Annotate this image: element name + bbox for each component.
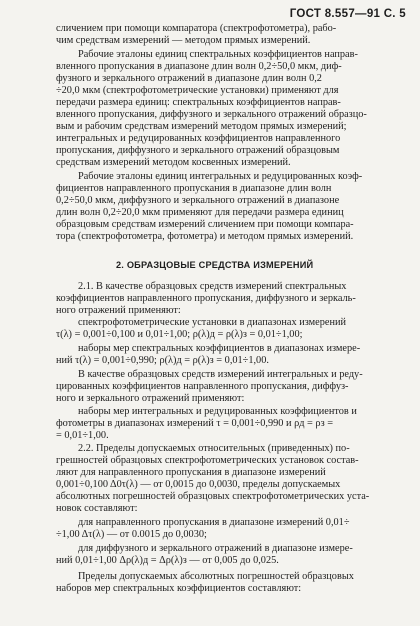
text-line: ного и зеркального отражений применяют:: [56, 393, 245, 404]
text-line: наборы мер спектральных коэффициентов в диапазонах измере-: [78, 343, 361, 354]
text-line: для диффузного и зеркального отражений в диапазоне измере-: [78, 543, 353, 554]
text-line: ний 0,01÷1,00 Δρ(λ)д = Δρ(λ)з — от 0,005 до 0,025.: [56, 555, 279, 566]
text-line: ляют для направленного пропускания в диапазоне измерений: [56, 467, 326, 478]
text-line: спектрофотометрические установки в диапазонах измерений: [78, 317, 346, 328]
text-line: фузного и зеркального отражений в диапазоне длин волн 0,2: [56, 73, 322, 84]
text-line: образцовым средствам измерений сличением при помощи компара-: [56, 219, 354, 230]
text-line: 0,2÷50,0 мкм, диффузного и зеркального отражений в диапазоне: [56, 195, 340, 206]
text-line: вленного пропускания, диффузного и зеркального отражений образцо-: [56, 109, 367, 120]
text-line: ÷1,00 Δτ(λ) — от 0.0015 до 0,0030;: [56, 529, 207, 540]
text-line: ÷20,0 мкм (спектрофотометрические установки) применяют для: [56, 85, 339, 96]
text-line: ного отражений применяют:: [56, 305, 181, 316]
text-line: наборы мер интегральных и редуцированных коэффициентов и: [78, 406, 357, 417]
text-line: абсолютных погрешностей образцовых спектрофотометрических уста-: [56, 491, 370, 502]
text-line: ний τ(λ) = 0,001÷0,990; ρ(λ)д = ρ(λ)з = 0,01÷1,00.: [56, 355, 269, 366]
text-line: Рабочие эталоны единиц спектральных коэффициентов направ-: [78, 49, 358, 60]
text-line: τ(λ) = 0,001÷0,100 и 0,01÷1,00; ρ(λ)д = ρ(λ)з = 0,01÷1,00;: [56, 329, 303, 340]
text-line: пропускания, диффузного и зеркального отражений образцовым: [56, 145, 340, 156]
text-line: для направленного пропускания в диапазоне измерений 0,01÷: [78, 517, 350, 528]
text-line: 2.2. Пределы допускаемых относительных (приведенных) по-: [78, 443, 350, 454]
text-line: наборов мер спектральных коэффициентов составляют:: [56, 583, 302, 594]
text-line: коэффициентов направленного пропускания, диффузного и зеркаль-: [56, 293, 356, 304]
section-heading: 2. ОБРАЗЦОВЫЕ СРЕДСТВА ИЗМЕРЕНИЙ: [116, 260, 314, 270]
text-line: цированных коэффициентов направленного пропускания, диффуз-: [56, 381, 349, 392]
text-line: Пределы допускаемых абсолютных погрешностей образцовых: [78, 571, 354, 582]
text-line: = 0,01÷1,00.: [56, 430, 109, 441]
text-line: 0,001÷0,100 Δ0τ(λ) — от 0,0015 до 0,0030, пределы допускаемых: [56, 479, 341, 490]
text-line: чим средствам измерений — методом прямых измерений.: [56, 35, 311, 46]
text-line: фотометры в диапазонах измерений τ = 0,001÷0,990 и ρд = ρз =: [56, 418, 334, 429]
text-line: сличением при помощи компаратора (спектрофотометра), рабо-: [56, 23, 337, 34]
text-line: В качестве образцовых средств измерений интегральных и реду-: [78, 369, 363, 380]
text-line: Рабочие эталоны единиц интегральных и редуцированных коэф-: [78, 171, 363, 182]
text-line: длин волн 0,2÷20,0 мкм применяют для передачи размера единиц: [56, 207, 344, 218]
page-header: ГОСТ 8.557—91 С. 5: [289, 8, 406, 20]
text-line: грешностей образцовых спектрофотометрических установок состав-: [56, 455, 359, 466]
text-line: фициентов направленного пропускания в диапазоне длин волн: [56, 183, 332, 194]
text-line: 2.1. В качестве образцовых средств измерений спектральных: [78, 281, 347, 292]
text-line: передачи размера единиц: спектральных коэффициентов направ-: [56, 97, 341, 108]
text-line: тора (спектрофотометра, фотометра) и методом прямых измерений.: [56, 231, 354, 242]
text-line: вым и рабочим средствам измерений методом прямых измерений;: [56, 121, 347, 132]
text-line: средствам измерений методом косвенных измерений.: [56, 157, 291, 168]
text-line: интегральных и редуцированных коэффициентов направленного: [56, 133, 341, 144]
text-line: новок составляют:: [56, 503, 138, 514]
text-line: вленного пропускания в диапазоне длин волн 0,2÷50,0 мкм, диф-: [56, 61, 342, 72]
